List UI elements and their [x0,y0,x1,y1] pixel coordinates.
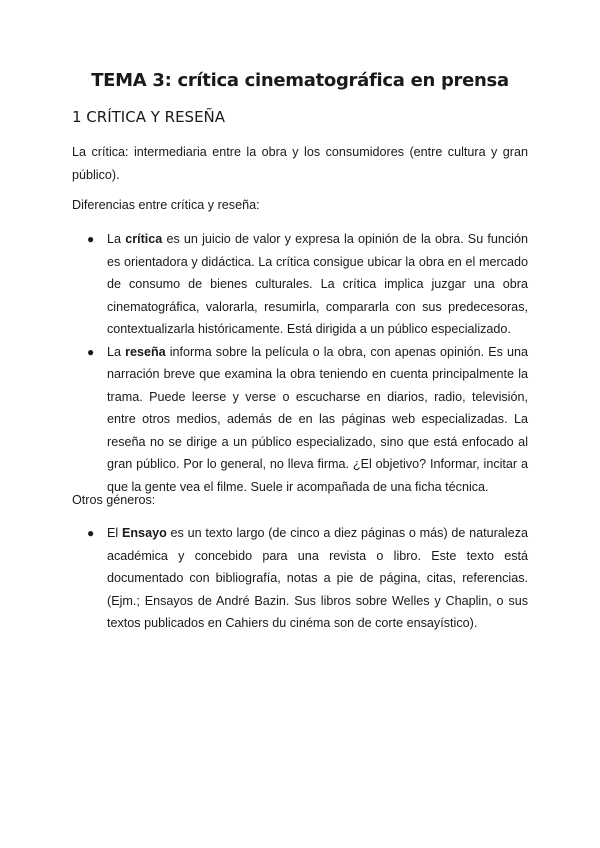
bullet-icon: ● [87,526,95,540]
list-item: ● La reseña informa sobre la película o la obra, con apenas opinión. Es una narración breve que examina la obra teniendo en cuenta principalmente la trama. Puede leerse y verse o escucharse en diarios, radio, televisión, entre otros medios, además de en las páginas web especializadas. La reseña no se dirige a un público especializado, sino que está enfocado al gran público. Por lo general, no lleva firma. ¿El objetivo? Informar, incitar a que la gente vea el filme. Suele ir acompañada de una ficha técnica. [72,341,528,499]
page-title: TEMA 3: crítica cinematográfica en prensa [91,70,509,91]
term-ensayo: Ensayo [121,526,167,540]
term-critica: crítica [125,232,163,246]
other-genres-label: Otros géneros: [72,493,156,507]
section-heading: 1 CRÍTICA Y RESEÑA [72,108,226,126]
bullet-icon: ● [87,232,95,246]
intro-paragraph: La crítica: intermediaria entre la obra y los consumidores (entre cultura y gran público). [72,145,528,182]
bullet-icon: ● [87,344,95,359]
list-item: ● El Ensayo es un texto largo (de cinco a diez páginas o más) de naturaleza académica y concebido para una revista o libro. Este texto está documentado con bibliografía, notas a pie de página, citas, referencias. (Ejm.; Ensayos de André Bazin. Sus libros sobre Welles y Chaplin, o sus textos publicados en Cahiers du cinéma son de corte ensayístico). [72,522,528,635]
differences-list [72,228,528,498]
term-resena: reseña [125,344,166,359]
differences-label: Diferencias entre crítica y reseña: [72,198,260,212]
other-genres-list [72,522,528,635]
list-item: ● La crítica es un juicio de valor y expresa la opinión de la obra. Su función es orientadora y didáctica. La crítica consigue ubicar la obra en el mercado de consumo de bienes culturales. La crítica implica juzgar una obra cinematográfica, valorarla, resumirla, compararla con sus predecesoras, contextualizarla históricamente. Está dirigida a un público especializado. [72,228,528,341]
